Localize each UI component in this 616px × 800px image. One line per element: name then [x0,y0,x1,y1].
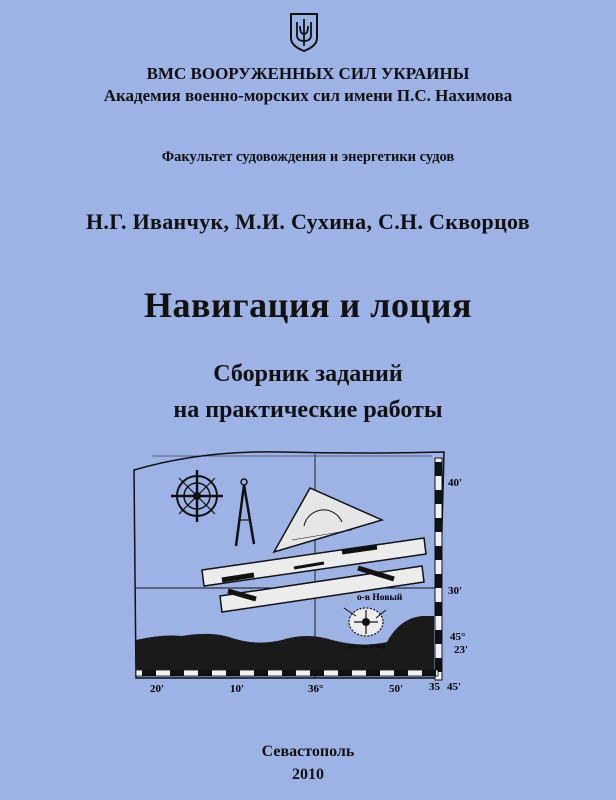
dividers-icon [236,479,254,546]
org-line-2: Академия военно-морских сил имени П.С. Нахимова [103,86,513,105]
triangle-protractor-icon [274,488,382,552]
scale-label-30: 30' [448,585,463,597]
org-line-1: ВМС ВООРУЖЕННЫХ СИЛ УКРАИНЫ [146,64,470,83]
latitude-scale [435,458,442,680]
longitude-scale [136,670,438,676]
scale-label-40: 40' [448,477,463,489]
island-label: о-в Новый [357,593,403,603]
scale-label-23: 23' [454,644,469,656]
book-title: Навигация и лоция [144,285,472,325]
scale-label-35: 35 [429,681,440,693]
scale-label-50: 50' [389,683,404,695]
coastline [136,616,434,670]
navigation-chart-illustration [132,448,472,698]
compass-rose-icon [171,470,223,522]
authors-line: Н.Г. Иванчук, М.И. Сухина, С.Н. Скворцов [86,209,530,234]
compass-caption: Д.60 Зап.60 Кор. [348,644,387,650]
scale-label-10: 10' [230,683,245,695]
small-compass-icon [344,608,386,636]
publication-year: 2010 [292,766,324,783]
subtitle-line-1: Сборник заданий [213,361,403,387]
scale-label-20: 20' [150,683,165,695]
subtitle-line-2: на практические работы [173,397,443,423]
scale-label-45: 45' [447,681,462,693]
publication-city: Севастополь [261,743,355,760]
trident-emblem-icon [288,12,320,52]
scale-label-36deg: 36° [308,683,324,695]
faculty-line: Факультет судовождения и энергетики судов [161,149,455,165]
scale-label-45deg: 45° [450,631,466,643]
